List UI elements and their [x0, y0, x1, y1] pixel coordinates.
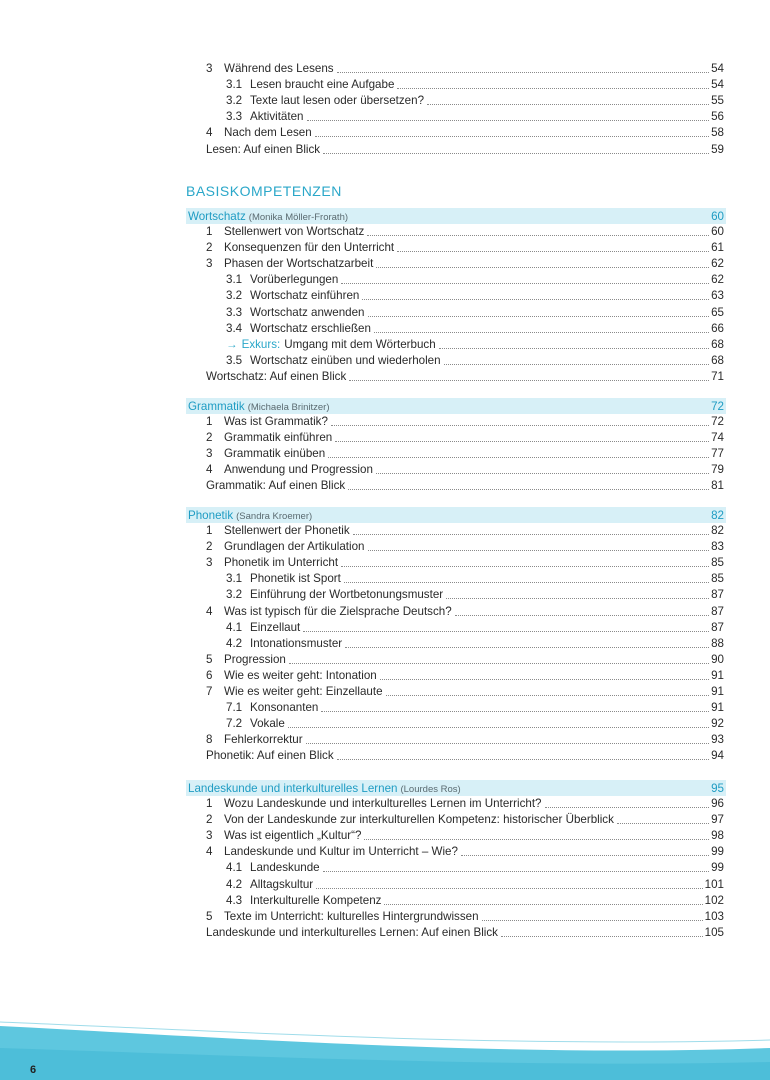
dot-leader [367, 234, 709, 236]
toc-entry [206, 477, 724, 493]
toc-entry [226, 304, 724, 320]
dot-leader [323, 870, 709, 872]
dot-leader [315, 135, 709, 137]
toc-entry [206, 368, 724, 384]
toc-entry [226, 352, 724, 368]
chapter-header [186, 398, 726, 414]
entry-page: 82 [711, 524, 724, 537]
dot-leader [397, 250, 709, 252]
entry-title: Konsonanten [250, 701, 319, 715]
dot-leader [288, 726, 709, 728]
chapter-page: 95 [711, 781, 724, 795]
entry-page: 83 [711, 540, 724, 554]
toc-entry [206, 554, 724, 570]
entry-page: 87 [711, 620, 724, 634]
chapter-author: (Monika Möller-Frorath) [248, 211, 349, 223]
chapter-author: (Michaela Brinitzer) [247, 401, 330, 413]
toc-entry [226, 619, 724, 635]
toc-entry [226, 287, 724, 303]
entry-page: 85 [711, 572, 724, 586]
chapter-page: 72 [711, 399, 724, 413]
entry-page: 91 [711, 668, 724, 682]
entry-title: Grammatik einführen [224, 431, 333, 445]
dot-leader [501, 935, 703, 937]
dot-leader [439, 347, 709, 349]
toc-entry [206, 827, 724, 843]
toc-entry [206, 924, 724, 940]
entry-number: 1 [206, 225, 213, 238]
entry-number: 6 [206, 668, 213, 682]
dot-leader [341, 282, 709, 284]
entry-number: 3 [206, 556, 213, 570]
dot-leader [337, 758, 709, 760]
toc-entry [206, 429, 724, 445]
entry-page: 90 [711, 652, 724, 666]
dot-leader [384, 903, 702, 905]
entry-title: Wozu Landeskunde und interkulturelles Lernen im Unterricht? [224, 797, 542, 810]
entry-page: 99 [711, 845, 724, 859]
toc-entry [206, 538, 724, 554]
entry-number: 1 [206, 797, 213, 810]
entry-page: 102 [704, 893, 724, 907]
toc-entry [226, 635, 724, 651]
entry-title: Wortschatz anwenden [250, 305, 365, 319]
dot-leader [397, 87, 709, 89]
toc-entry [206, 255, 724, 271]
entry-page: 62 [711, 257, 724, 271]
entry-title: Texte laut lesen oder übersetzen? [250, 94, 425, 108]
dot-leader [321, 710, 709, 712]
entry-title: Umgang mit dem Wörterbuch [284, 337, 436, 351]
entry-page: 96 [711, 797, 724, 810]
toc-entry [206, 445, 724, 461]
dot-leader [306, 742, 709, 744]
dot-leader [376, 266, 709, 268]
entry-page: 56 [711, 110, 724, 124]
footer-wave-band [0, 1018, 770, 1080]
dot-leader [364, 838, 709, 840]
chapter-title-group [186, 509, 312, 522]
dot-leader [316, 887, 703, 889]
entry-page: 74 [711, 431, 724, 445]
dot-leader [368, 315, 710, 317]
entry-page: 99 [711, 861, 724, 875]
dot-leader [461, 854, 709, 856]
toc-entry [206, 522, 724, 538]
dot-leader [353, 533, 709, 535]
dot-leader [380, 678, 709, 680]
entry-title: Phonetik ist Sport [250, 572, 341, 586]
entry-title: Grammatik einüben [224, 447, 326, 461]
chapter-author: (Lourdes Ros) [400, 783, 461, 795]
chapter-title-group [186, 400, 330, 413]
dot-leader [455, 614, 709, 616]
entry-title: Phonetik im Unterricht [224, 556, 339, 570]
toc-entry [206, 908, 724, 924]
entry-title: Wortschatz: Auf einen Blick [206, 369, 347, 383]
entry-number: 3.2 [226, 588, 243, 602]
dot-leader [335, 440, 709, 442]
entry-title: Anwendung und Progression [224, 463, 373, 477]
toc-entry [226, 699, 724, 715]
dot-leader [482, 919, 703, 921]
entry-page: 103 [704, 909, 724, 923]
entry-title: Grammatik: Auf einen Blick [206, 479, 346, 493]
chapter-title: Grammatik [188, 399, 245, 413]
entry-number: 3.1 [226, 273, 243, 287]
entry-number: 3 [206, 829, 213, 843]
entry-page: 68 [711, 353, 724, 367]
entry-page: 91 [711, 701, 724, 715]
entry-page: 59 [711, 142, 724, 156]
entry-title: Wie es weiter geht: Einzellaute [224, 685, 383, 698]
entry-title: Was ist eigentlich „Kultur“? [224, 829, 362, 843]
dot-leader [289, 662, 709, 664]
entry-page: 88 [711, 636, 724, 650]
toc-entry [226, 892, 724, 908]
entry-number: 1 [206, 524, 213, 537]
entry-title: Alltagskultur [250, 877, 314, 891]
entry-number: 7 [206, 685, 213, 698]
entry-number: 1 [206, 415, 213, 428]
dot-leader [617, 822, 709, 824]
entry-title: Konsequenzen für den Unterricht [224, 241, 395, 255]
toc-entry [206, 461, 724, 477]
dot-leader [344, 581, 709, 583]
entry-page: 61 [711, 241, 724, 255]
entry-title: Wie es weiter geht: Intonation [224, 668, 377, 682]
entry-page: 55 [711, 94, 724, 108]
entry-page: 58 [711, 126, 724, 140]
entry-number: 4.1 [226, 620, 243, 634]
dot-leader [444, 363, 710, 365]
entry-number: 2 [206, 540, 213, 554]
dot-leader [328, 456, 709, 458]
dot-leader [545, 806, 710, 808]
entry-page: 87 [711, 604, 724, 618]
entry-number: 5 [206, 652, 213, 666]
entry-title: Was ist Grammatik? [224, 415, 328, 428]
entry-number: 3.3 [226, 110, 243, 124]
entry-title: Phasen der Wortschatzarbeit [224, 257, 374, 271]
entry-page: 72 [711, 415, 724, 428]
toc-entry [206, 747, 724, 763]
entry-page: 105 [704, 925, 724, 939]
entry-number: 5 [206, 909, 213, 923]
toc-entry [206, 124, 724, 140]
entry-title: Texte im Unterricht: kulturelles Hintergrundwissen [224, 909, 479, 923]
entry-title: Grundlagen der Artikulation [224, 540, 365, 554]
entry-number: 3.4 [226, 321, 243, 335]
entry-title: Landeskunde und interkulturelles Lernen: Auf einen Blick [206, 925, 498, 939]
section-heading: BASISKOMPETENZEN [186, 183, 342, 199]
chapter-author: (Sandra Kroemer) [236, 510, 313, 522]
entry-title: Intonationsmuster [250, 636, 343, 650]
dot-leader [427, 103, 709, 105]
entry-number: 2 [206, 241, 213, 255]
toc-entry [206, 731, 724, 747]
dot-leader [323, 152, 709, 154]
dot-leader [349, 379, 709, 381]
entry-page: 71 [711, 369, 724, 383]
toc-entry [226, 76, 724, 92]
chapter-page: 60 [711, 209, 724, 223]
dot-leader [368, 549, 710, 551]
entry-number: 4 [206, 126, 213, 140]
entry-number: 4.2 [226, 636, 243, 650]
entry-title: Wortschatz einführen [250, 289, 360, 303]
entry-title: Vorüberlegungen [250, 273, 339, 287]
entry-number: 3 [206, 62, 213, 75]
chapter-header [186, 780, 726, 796]
entry-number: 8 [206, 733, 213, 747]
entry-page: 92 [711, 717, 724, 731]
toc-entry [206, 667, 724, 683]
exkurs-label: Exkurs: [241, 337, 281, 351]
entry-number: 2 [206, 813, 213, 827]
entry-title: Lesen: Auf einen Blick [206, 142, 321, 156]
chapter-title: Wortschatz [188, 209, 246, 223]
entry-number: 4.3 [226, 893, 243, 907]
dot-leader [446, 597, 709, 599]
entry-page: 98 [711, 829, 724, 843]
entry-number: 3.2 [226, 289, 243, 303]
dot-leader [307, 119, 710, 121]
entry-title: Von der Landeskunde zur interkulturellen Kompetenz: historischer Überblick [224, 813, 614, 827]
entry-number: 4.1 [226, 861, 243, 875]
entry-number: 4 [206, 604, 213, 618]
entry-title: Lesen braucht eine Aufgabe [250, 78, 395, 92]
toc-entry [206, 683, 724, 699]
entry-page: 87 [711, 588, 724, 602]
entry-page: 91 [711, 685, 724, 698]
entry-page: 94 [711, 749, 724, 763]
entry-number: 3 [206, 447, 213, 461]
toc-entry [226, 586, 724, 602]
toc-entry [226, 271, 724, 287]
dot-leader [337, 71, 710, 73]
entry-number: 7.1 [226, 701, 243, 715]
toc-entry [206, 811, 724, 827]
entry-title: Interkulturelle Kompetenz [250, 893, 382, 907]
entry-page: 54 [711, 78, 724, 92]
entry-page: 85 [711, 556, 724, 570]
toc-entry [206, 843, 724, 859]
chapter-header [186, 507, 726, 523]
toc-entry [206, 651, 724, 667]
chapter-page: 82 [711, 508, 724, 522]
entry-title: Nach dem Lesen [224, 126, 312, 140]
toc-entry [226, 570, 724, 586]
entry-number: 4 [206, 463, 213, 477]
entry-title: Progression [224, 652, 286, 666]
entry-page: 97 [711, 813, 724, 827]
entry-number: 3.1 [226, 572, 243, 586]
toc-entry [206, 413, 724, 429]
entry-title: Phonetik: Auf einen Blick [206, 749, 334, 763]
entry-page: 68 [711, 337, 724, 351]
entry-page: 62 [711, 273, 724, 287]
toc-entry [206, 795, 724, 811]
arrow-icon: → [226, 337, 238, 351]
entry-number: 4 [206, 845, 213, 859]
entry-title: Vokale [250, 717, 285, 731]
toc-entry [206, 60, 724, 76]
entry-number: 4.2 [226, 877, 243, 891]
dot-leader [348, 488, 709, 490]
entry-title: Aktivitäten [250, 110, 304, 124]
entry-page: 54 [711, 62, 724, 75]
toc-entry [206, 603, 724, 619]
entry-page: 93 [711, 733, 724, 747]
dot-leader [376, 472, 709, 474]
entry-page: 60 [711, 225, 724, 238]
toc-entry [206, 223, 724, 239]
entry-title: Einführung der Wortbetonungsmuster [250, 588, 444, 602]
dot-leader [345, 646, 709, 648]
entry-page: 77 [711, 447, 724, 461]
entry-page: 81 [711, 479, 724, 493]
chapter-header [186, 208, 726, 224]
toc-entry [226, 320, 724, 336]
entry-title: Stellenwert der Phonetik [224, 524, 350, 537]
entry-number: 7.2 [226, 717, 243, 731]
entry-page: 65 [711, 305, 724, 319]
entry-number: 2 [206, 431, 213, 445]
entry-title: Wortschatz einüben und wiederholen [250, 353, 441, 367]
entry-number: 3 [206, 257, 213, 271]
entry-title: Stellenwert von Wortschatz [224, 225, 365, 238]
entry-title: Während des Lesens [224, 62, 334, 75]
entry-title: Einzellaut [250, 620, 301, 634]
entry-title: Landeskunde und Kultur im Unterricht – Wie? [224, 845, 458, 859]
dot-leader [386, 694, 710, 696]
dot-leader [341, 565, 709, 567]
chapter-title-group [186, 782, 461, 795]
dot-leader [362, 298, 709, 300]
entry-page: 101 [704, 877, 724, 891]
entry-number: 3.5 [226, 353, 243, 367]
toc-entry [206, 141, 724, 157]
entry-title: Wortschatz erschließen [250, 321, 371, 335]
entry-page: 79 [711, 463, 724, 477]
toc-entry [226, 859, 724, 875]
chapter-title-group [186, 210, 348, 223]
entry-page: 66 [711, 321, 724, 335]
toc-entry [206, 239, 724, 255]
toc-entry [226, 876, 724, 892]
entry-title: Landeskunde [250, 861, 320, 875]
toc-entry [226, 336, 724, 352]
dot-leader [331, 424, 709, 426]
entry-page: 63 [711, 289, 724, 303]
entry-number: 3.2 [226, 94, 243, 108]
dot-leader [374, 331, 709, 333]
chapter-title: Phonetik [188, 508, 234, 522]
entry-title: Was ist typisch für die Zielsprache Deutsch? [224, 604, 452, 618]
chapter-title: Landeskunde und interkulturelles Lernen [188, 781, 398, 795]
page-number: 6 [30, 1064, 37, 1076]
toc-entry [226, 108, 724, 124]
entry-title: Fehlerkorrektur [224, 733, 303, 747]
toc-entry [226, 92, 724, 108]
entry-number: 3.3 [226, 305, 243, 319]
dot-leader [303, 630, 709, 632]
toc-entry [226, 715, 724, 731]
entry-number: 3.1 [226, 78, 243, 92]
